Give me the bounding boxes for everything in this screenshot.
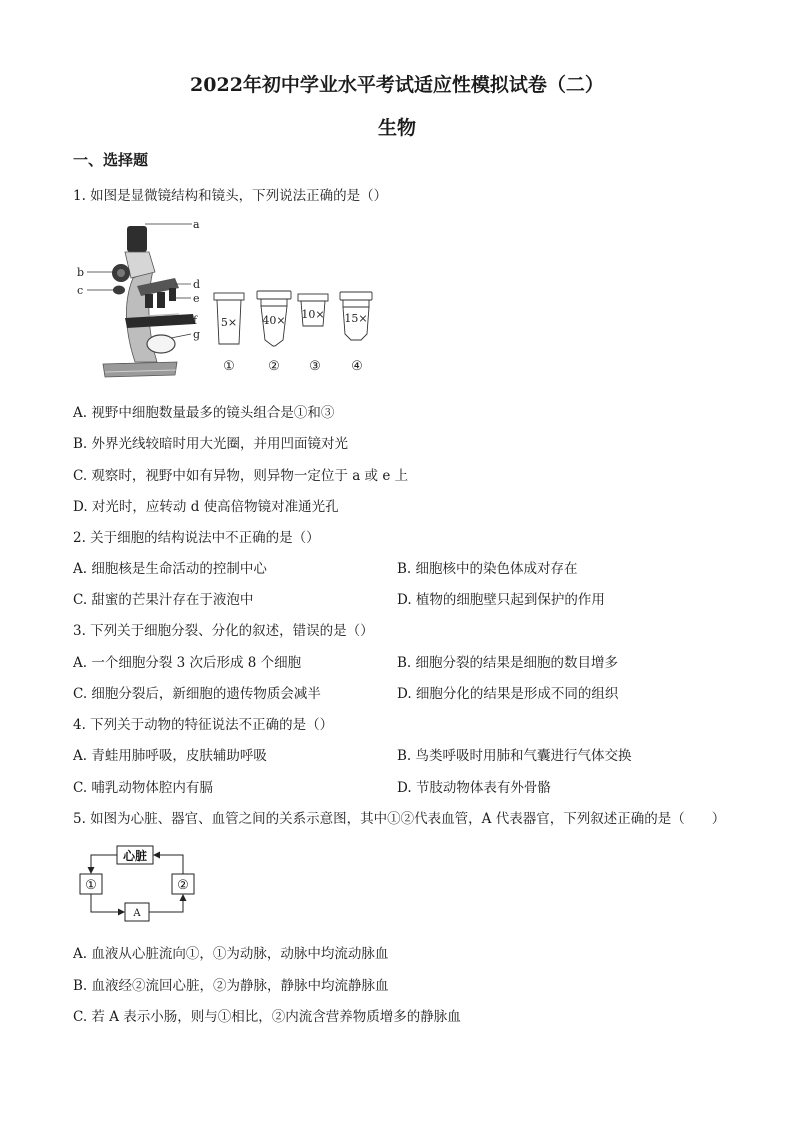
question-2-stem: 2. 关于细胞的结构说法中不正确的是（） <box>73 530 320 546</box>
lens-2-mag: 40× <box>262 314 286 327</box>
organ-label: A <box>133 908 141 919</box>
lens-3-number: ③ <box>309 359 321 374</box>
question-4-stem: 4. 下列关于动物的特征说法不正确的是（） <box>73 717 334 733</box>
q2-option-b: B. 细胞核中的染色体成对存在 <box>397 561 578 577</box>
microscope-illustration <box>103 226 195 377</box>
q3-option-d: D. 细胞分化的结果是形成不同的组织 <box>397 686 619 702</box>
q4-option-b: B. 鸟类呼吸时用肺和气囊进行气体交换 <box>397 748 632 764</box>
label-g: g <box>193 328 201 341</box>
q1-option-c: C. 观察时，视野中如有异物，则异物一定位于 a 或 e 上 <box>73 468 409 484</box>
label-c: c <box>77 284 84 297</box>
q4-option-c: C. 哺乳动物体腔内有膈 <box>73 780 213 796</box>
question-3-stem: 3. 下列关于细胞分裂、分化的叙述，错误的是（） <box>73 623 374 639</box>
label-b: b <box>77 266 85 279</box>
lens-4-number: ④ <box>351 359 363 374</box>
q4-option-a: A. 青蛙用肺呼吸，皮肤辅助呼吸 <box>73 748 267 764</box>
question-5-stem: 5. 如图为心脏、器官、血管之间的关系示意图，其中①②代表血管，A 代表器官，下列叙述正确的是（ ） <box>73 811 726 827</box>
q2-option-c: C. 甜蜜的芒果汁存在于液泡中 <box>73 592 254 608</box>
lens-3-mag: 10× <box>301 308 325 321</box>
label-a: a <box>193 218 200 231</box>
q1-option-a: A. 视野中细胞数量最多的镜头组合是①和③ <box>73 405 335 421</box>
q3-option-c: C. 细胞分裂后，新细胞的遗传物质会减半 <box>73 686 321 702</box>
q5-option-b: B. 血液经②流回心脏，②为静脉，静脉中均流静脉血 <box>73 978 389 994</box>
lens-1-number: ① <box>223 359 235 374</box>
subject-title: 生物 <box>377 117 416 139</box>
label-e: e <box>193 292 200 305</box>
q2-option-d: D. 植物的细胞壁只起到保护的作用 <box>397 592 605 608</box>
q5-option-a: A. 血液从心脏流向①，①为动脉，动脉中均流动脉血 <box>73 946 389 962</box>
lens-4-mag: 15× <box>344 312 368 325</box>
q2-option-a: A. 细胞核是生命活动的控制中心 <box>73 561 267 577</box>
q1-option-b: B. 外界光线较暗时用大光圈，并用凹面镜对光 <box>73 436 349 452</box>
lens-2-number: ② <box>268 359 280 374</box>
q1-option-d: D. 对光时，应转动 d 使高倍物镜对准通光孔 <box>73 499 339 515</box>
lens-1-mag: 5× <box>220 316 238 329</box>
page-title: 2022年初中学业水平考试适应性模拟试卷（二） <box>190 74 604 96</box>
vessel-1-label: ① <box>85 878 97 893</box>
label-f: f <box>193 314 198 327</box>
microscope-figure <box>75 212 385 382</box>
question-1-stem: 1. 如图是显微镜结构和镜头，下列说法正确的是（） <box>73 188 388 204</box>
q4-option-d: D. 节肢动物体表有外骨骼 <box>397 780 551 796</box>
q3-option-a: A. 一个细胞分裂 3 次后形成 8 个细胞 <box>73 655 302 671</box>
section-heading: 一、选择题 <box>73 151 149 169</box>
q3-option-b: B. 细胞分裂的结果是细胞的数目增多 <box>397 655 619 671</box>
heart-label: 心脏 <box>122 849 148 863</box>
vessel-2-label: ② <box>177 878 189 893</box>
label-d: d <box>193 278 201 291</box>
q5-option-c: C. 若 A 表示小肠，则与①相比，②内流含营养物质增多的静脉血 <box>73 1009 461 1025</box>
circulation-diagram <box>76 840 200 928</box>
